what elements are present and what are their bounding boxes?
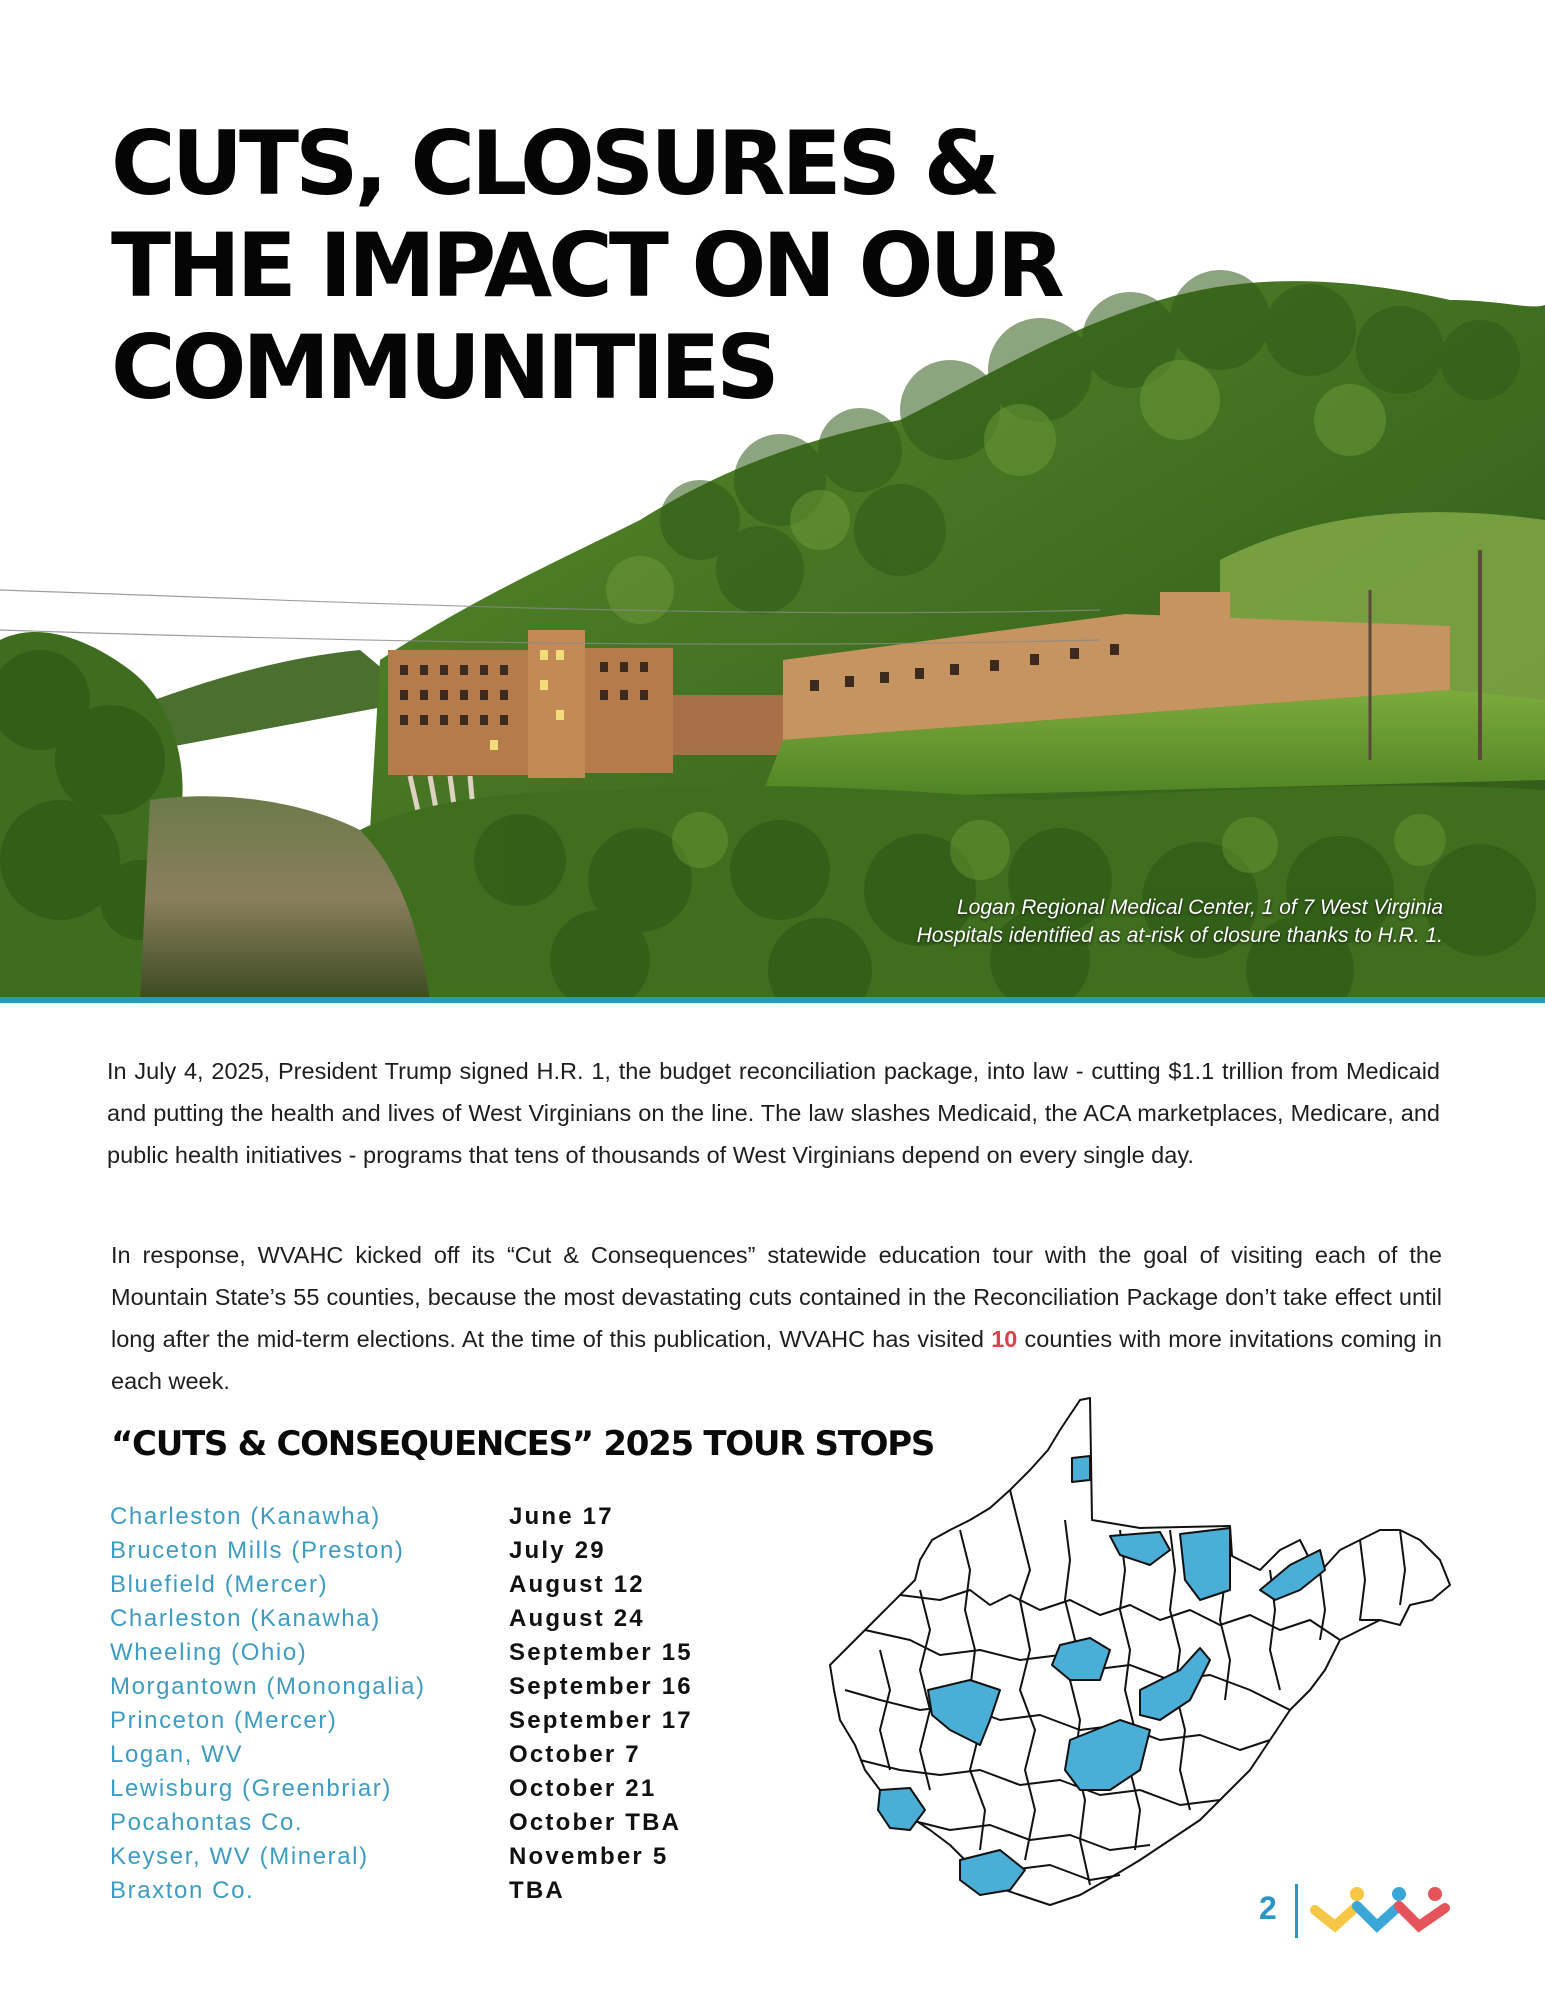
wvahc-logo <box>1305 1882 1475 1942</box>
tour-stop-row <box>110 1809 730 1843</box>
tour-stop-row <box>110 1605 730 1639</box>
tour-stop-date: June 17 <box>509 1503 614 1530</box>
tour-stop-row <box>110 1639 730 1673</box>
tour-stop-row <box>110 1571 730 1605</box>
page-title <box>111 113 1111 419</box>
tour-stop-date: August 12 <box>509 1571 645 1598</box>
footer-divider <box>1295 1884 1298 1938</box>
tour-stop-date: October 7 <box>509 1741 641 1768</box>
tour-stop-date: August 24 <box>509 1605 645 1632</box>
response-paragraph <box>111 1234 1442 1402</box>
photo-caption <box>743 894 1443 950</box>
caption-line-2: Hospitals identified as at-risk of closure thanks to H.R. 1. <box>916 924 1443 947</box>
tour-stop-city: Pocahontas Co. <box>110 1809 304 1836</box>
tour-stop-date: TBA <box>509 1877 565 1904</box>
tour-stop-date: October 21 <box>509 1775 657 1802</box>
tour-stop-row <box>110 1537 730 1571</box>
tour-stop-city: Charleston (Kanawha) <box>110 1605 381 1632</box>
page-footer <box>1255 1880 1495 1940</box>
title-line-1: CUTS, CLOSURES & <box>111 112 997 215</box>
tour-stop-row <box>110 1707 730 1741</box>
caption-line-1: Logan Regional Medical Center, 1 of 7 West Virginia <box>956 896 1443 919</box>
county-map-graphic <box>820 1390 1460 1930</box>
tour-stop-row <box>110 1503 730 1537</box>
paragraph-text: In response, WVAHC kicked off its “Cut & Consequences” statewide education tour with the goal of visiting each of the Mountain State’s 55 counties, because the most devastating cuts contained in the Reconciliation Package don’t take effect until long after the mid-term elections. At the time of this publication, WVAHC has visited <box>111 1242 1442 1352</box>
tour-stop-city: Bruceton Mills (Preston) <box>110 1537 405 1564</box>
visited-count: 10 <box>991 1326 1018 1352</box>
tour-stop-date: September 17 <box>509 1707 693 1734</box>
tour-stop-city: Bluefield (Mercer) <box>110 1571 329 1598</box>
tour-stop-city: Wheeling (Ohio) <box>110 1639 308 1666</box>
tour-stop-row <box>110 1741 730 1775</box>
title-line-3: COMMUNITIES <box>111 316 776 419</box>
tour-stop-date: September 15 <box>509 1639 693 1666</box>
tour-stop-city: Keyser, WV (Mineral) <box>110 1843 369 1870</box>
tour-stop-date: November 5 <box>509 1843 669 1870</box>
tour-stop-city: Charleston (Kanawha) <box>110 1503 381 1530</box>
intro-paragraph: In July 4, 2025, President Trump signed H.R. 1, the budget reconciliation package, into law - cutting $1.1 trillion from Medicaid and putting the health and lives of West Virginians on the line. The law slashes Medicaid, the ACA marketplaces, Medicare, and public health initiatives - programs that tens of thousands of West Virginians depend on every single day. <box>107 1058 1440 1168</box>
tour-stop-city: Princeton (Mercer) <box>110 1707 338 1734</box>
tour-heading: “CUTS & CONSEQUENCES” 2025 TOUR STOPS <box>111 1424 935 1464</box>
tour-stop-date: July 29 <box>509 1537 606 1564</box>
tour-stop-city: Lewisburg (Greenbriar) <box>110 1775 392 1802</box>
title-line-2: THE IMPACT ON OUR <box>111 214 1061 317</box>
tour-stop-city: Braxton Co. <box>110 1877 255 1904</box>
wv-county-map <box>820 1390 1460 1930</box>
tour-stop-row <box>110 1877 730 1911</box>
tour-stop-row <box>110 1775 730 1809</box>
tour-stop-list <box>110 1503 730 1911</box>
tour-stop-city: Logan, WV <box>110 1741 244 1768</box>
tour-stop-date: October TBA <box>509 1809 682 1836</box>
tour-stop-city: Morgantown (Monongalia) <box>110 1673 426 1700</box>
page-number: 2 <box>1259 1890 1277 1926</box>
tour-stop-row <box>110 1673 730 1707</box>
tour-stop-date: September 16 <box>509 1673 693 1700</box>
tour-stop-row <box>110 1843 730 1877</box>
hero-divider <box>0 997 1545 1003</box>
paragraph-text-end: counties with more invitations coming in each week. <box>111 1326 1442 1394</box>
